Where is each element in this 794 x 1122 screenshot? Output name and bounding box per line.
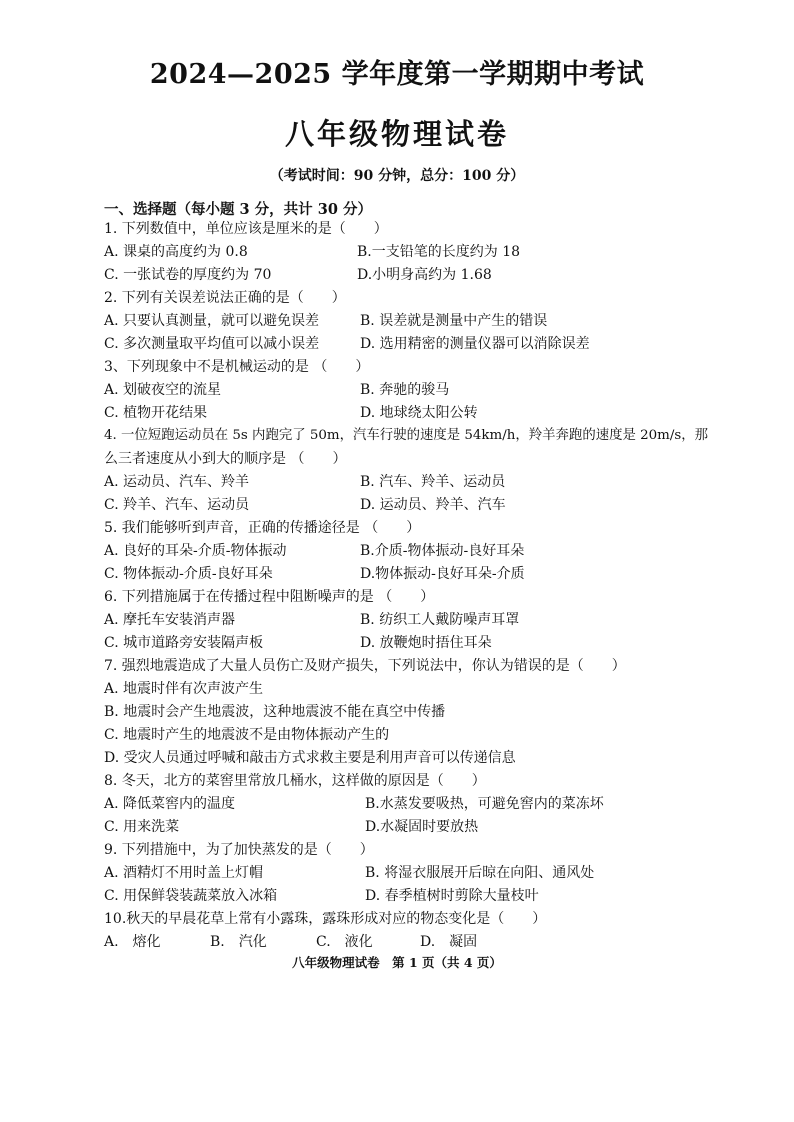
question-8-option-a: A. 降低菜窖内的温度	[104, 796, 236, 812]
question-4-option-d: D. 运动员、羚羊、汽车	[360, 497, 506, 513]
question-6-option-a: A. 摩托车安装消声器	[104, 612, 236, 628]
page-footer: 八年级物理试卷 第 1 页（共 4 页）	[292, 955, 502, 970]
question-3-option-c: C. 植物开花结果	[104, 405, 208, 421]
question-9-option-d: D. 春季植树时剪除大量枝叶	[365, 888, 539, 904]
question-9-option-c: C. 用保鲜袋装蔬菜放入冰箱	[104, 888, 278, 904]
question-9-option-a: A. 酒精灯不用时盖上灯帽	[104, 865, 264, 881]
section-heading-choice: 一、选择题（每小题 3 分，共计 30 分）	[104, 201, 372, 218]
question-1-option-b: B.一支铅笔的长度约为 18	[357, 244, 521, 260]
question-4-stem-line1: 4. 一位短跑运动员在 5s 内跑完了 50m，汽车行驶的速度是 54km/h，羚羊奔跑的速度是 20m/s，那	[104, 428, 709, 443]
question-4-stem-line2: 么三者速度从小到大的顺序是 （ ）	[104, 451, 347, 467]
question-4-option-a: A. 运动员、汽车、羚羊	[104, 474, 250, 490]
question-3-stem: 3、下列现象中不是机械运动的是 （ ）	[104, 359, 370, 375]
question-6-stem: 6. 下列措施属于在传播过程中阻断噪声的是 （ ）	[104, 589, 435, 605]
question-4-option-c: C. 羚羊、汽车、运动员	[104, 497, 250, 513]
question-7-option-d: D. 受灾人员通过呼喊和敲击方式求救主要是利用声音可以传递信息	[104, 750, 516, 766]
question-2-option-b: B. 误差就是测量中产生的错误	[360, 313, 548, 329]
question-6-option-c: C. 城市道路旁安装隔声板	[104, 635, 264, 651]
exam-subtitle: 八年级物理试卷	[284, 117, 509, 151]
question-5-stem: 5. 我们能够听到声音，正确的传播途径是 （ ）	[104, 520, 421, 536]
question-1-option-c: C. 一张试卷的厚度约为 70	[104, 267, 272, 283]
question-8-stem: 8. 冬天，北方的菜窖里常放几桶水，这样做的原因是（ ）	[104, 773, 486, 789]
question-2-stem: 2. 下列有关误差说法正确的是（ ）	[104, 290, 346, 306]
question-10-stem: 10.秋天的早晨花草上常有小露珠，露珠形成对应的物态变化是（ ）	[104, 911, 547, 927]
question-7-option-c: C. 地震时产生的地震波不是由物体振动产生的	[104, 727, 390, 743]
question-9-stem: 9. 下列措施中，为了加快蒸发的是（ ）	[104, 842, 374, 858]
question-8-option-b: B.水蒸发要吸热，可避免窖内的菜冻坏	[365, 796, 604, 812]
question-8-option-d: D.水凝固时要放热	[365, 819, 479, 835]
question-6-option-d: D. 放鞭炮时捂住耳朵	[360, 635, 492, 651]
question-5-option-c: C. 物体振动-介质-良好耳朵	[104, 566, 273, 582]
question-3-option-b: B. 奔驰的骏马	[360, 382, 450, 398]
question-3-option-d: D. 地球绕太阳公转	[360, 405, 478, 421]
question-10-option-a: A. 熔化	[104, 934, 161, 950]
question-5-option-d: D.物体振动-良好耳朵-介质	[360, 566, 525, 582]
question-2-option-d: D. 选用精密的测量仪器可以消除误差	[360, 336, 590, 352]
exam-title: 2024—2025 学年度第一学期期中考试	[149, 59, 645, 90]
question-7-stem: 7. 强烈地震造成了大量人员伤亡及财产损失，下列说法中，你认为错误的是（ ）	[104, 658, 626, 674]
question-10-option-b: B. 汽化	[210, 934, 267, 950]
question-8-option-c: C. 用来洗菜	[104, 819, 180, 835]
question-5-option-a: A. 良好的耳朵-介质-物体振动	[104, 543, 287, 559]
question-3-option-a: A. 划破夜空的流星	[104, 382, 222, 398]
question-6-option-b: B. 纺织工人戴防噪声耳罩	[360, 612, 520, 628]
question-10-option-c: C. 液化	[316, 934, 373, 950]
question-4-option-b: B. 汽车、羚羊、运动员	[360, 474, 506, 490]
question-1-option-a: A. 课桌的高度约为 0.8	[104, 244, 248, 260]
exam-info: （考试时间：90 分钟，总分：100 分）	[269, 168, 525, 184]
question-7-option-a: A. 地震时伴有次声波产生	[104, 681, 264, 697]
question-9-option-b: B. 将湿衣服展开后晾在向阳、通风处	[365, 865, 595, 881]
question-2-option-c: C. 多次测量取平均值可以减小误差	[104, 336, 320, 352]
question-7-option-b: B. 地震时会产生地震波，这种地震波不能在真空中传播	[104, 704, 446, 720]
question-2-option-a: A. 只要认真测量，就可以避免误差	[104, 313, 320, 329]
question-1-option-d: D.小明身高约为 1.68	[357, 267, 492, 283]
question-5-option-b: B.介质-物体振动-良好耳朵	[360, 543, 525, 559]
question-1-stem: 1. 下列数值中，单位应该是厘米的是（ ）	[104, 221, 388, 237]
question-10-option-d: D. 凝固	[420, 934, 478, 950]
